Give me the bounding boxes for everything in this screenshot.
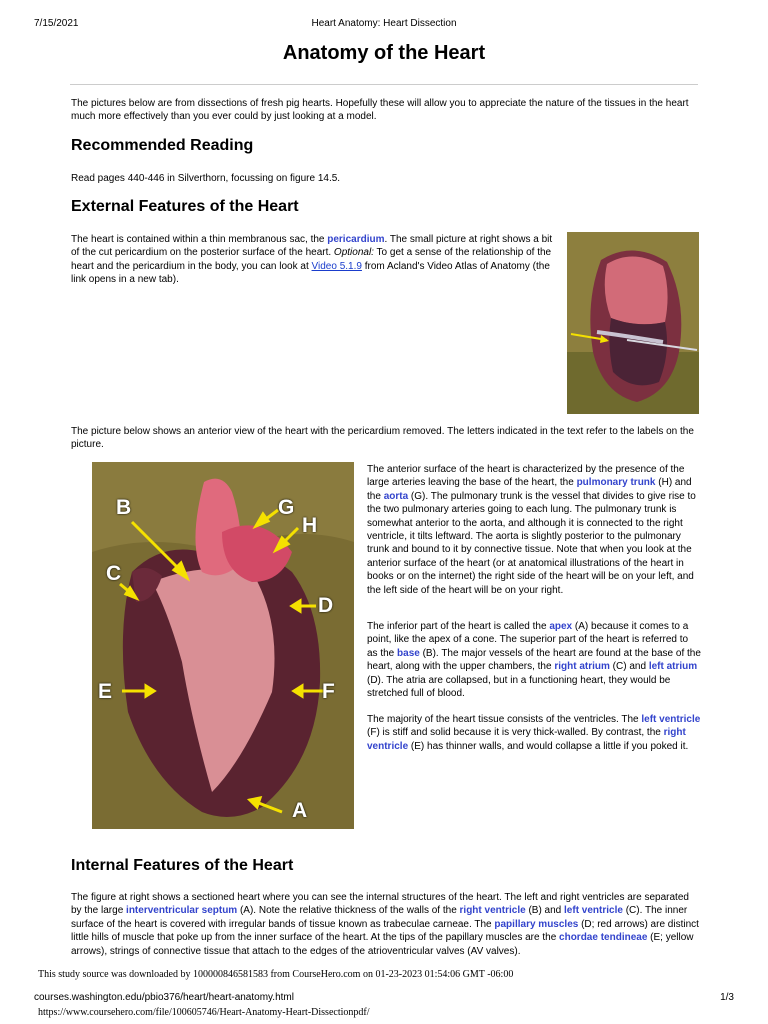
- anterior-heart-photo: [92, 462, 354, 829]
- pericardium-paragraph: The heart is contained within a thin membranous sac, the pericardium. The small picture at right shows a bit of the cut pericardium on the posterior surface of the heart. Optional: To get a sense of the relationship of the heart and the pericardium in the body, you can look at Video 5.1.9 from Acland's Video Atlas of Anatomy (the link opens in a new tab).: [71, 234, 553, 286]
- term-aorta[interactable]: aorta: [383, 490, 409, 502]
- term-right-atrium[interactable]: right atrium: [554, 661, 610, 673]
- title-divider: [70, 84, 698, 85]
- term-left-atrium[interactable]: left atrium: [648, 661, 698, 673]
- term-left-ventricle-internal[interactable]: left ventricle: [564, 905, 623, 917]
- label-f: F: [322, 680, 335, 703]
- label-g: G: [278, 496, 295, 519]
- label-a: A: [292, 799, 308, 822]
- footer-url[interactable]: courses.washington.edu/pbio376/heart/heart-anatomy.html: [34, 992, 294, 1003]
- anterior-intro-paragraph: The picture below shows an anterior view of the heart with the pericardium removed. The letters indicated in the text refer to the labels on the picture.: [71, 426, 694, 451]
- anterior-surface-paragraph: The anterior surface of the heart is characterized by the presence of the large arteries leaving the base of the heart, the pulmonary trunk (H) and the aorta (G). The pulmonary trunk is the vessel that divides to give rise to the two pulmonary arteries going to each lung. The pulmonary trunk is somewhat anterior to the aorta, and although it is connected to the right ventricle, it tilts leftward. The aorta is slightly posterior to the pulmonary trunk and bound to it by connective tissue. Note that when you look at the anterior surface of the heart (or at anatomical illustrations of the heart in books or on the internet) the right side of the heart will be on your left, and the left side of the heart will be on your right.: [367, 464, 696, 596]
- internal-heading: Internal Features of the Heart: [71, 857, 294, 874]
- footer-page-number: 1/3: [720, 992, 734, 1003]
- label-h: H: [302, 514, 318, 537]
- term-chordae-tendineae[interactable]: chordae tendineae: [559, 932, 648, 944]
- label-d: D: [318, 594, 334, 617]
- page-title: Anatomy of the Heart: [282, 42, 486, 64]
- term-apex[interactable]: apex: [549, 621, 573, 632]
- external-heading: External Features of the Heart: [71, 198, 299, 215]
- source-url[interactable]: https://www.coursehero.com/file/100605746/Heart-Anatomy-Heart-Dissectionpdf/: [38, 1007, 370, 1018]
- reading-text: Read pages 440-446 in Silverthorn, focussing on figure 14.5.: [71, 173, 341, 184]
- ventricles-paragraph: The majority of the heart tissue consists of the ventricles. The left ventricle (F) is stiff and solid because it is very thick-walled. By contrast, the right ventricle (E) has thinner walls, and would collapse a little if you poked it.: [367, 714, 701, 752]
- pericardium-photo: [567, 232, 699, 414]
- intro-paragraph: The pictures below are from dissections of fresh pig hearts. Hopefully these will allow you to appreciate the nature of the tissues in the heart much more effectively than you ever could by just looking at a model.: [71, 98, 689, 123]
- term-papillary-muscles[interactable]: papillary muscles: [494, 918, 579, 930]
- term-interventricular-septum[interactable]: interventricular septum: [126, 905, 238, 917]
- term-pulmonary-trunk[interactable]: pulmonary trunk: [576, 477, 656, 489]
- apex-base-paragraph: The inferior part of the heart is called the apex (A) because it comes to a point, like the apex of a cone. The superior part of the heart is referred to as the base (B). The major vessels of the heart are found at the base of the heart, along with the upper chambers, the right atrium (C) and left atrium (D). The atria are collapsed, but in a functioning heart, they would be stretched full of blood.: [367, 621, 701, 700]
- term-left-ventricle[interactable]: left ventricle: [641, 714, 701, 725]
- term-right-ventricle-internal[interactable]: right ventricle: [459, 905, 526, 917]
- reading-heading: Recommended Reading: [71, 137, 254, 154]
- term-pericardium[interactable]: pericardium: [327, 234, 385, 245]
- video-link[interactable]: Video 5.1.9: [311, 260, 362, 272]
- print-doc-title: Heart Anatomy: Heart Dissection: [311, 18, 457, 29]
- internal-paragraph: The figure at right shows a sectioned heart where you can see the internal structures of the heart. The left and right ventricles are separated by the large interventricular septum (A). Note the relative thickness of the walls of the right ventricle (B) and left ventricle (C). The inner surface of the heart is covered with irregular bands of tissue known as trabeculae carneae. The papillary muscles (D; red arrows) are distinct little hills of muscle that poke up from the inner surface of the heart. At the tips of the papillary muscles are the chordae tendineae (E; yellow arrows), strings of connective tissue that attach to the edges of the atrioventricular valves (AV valves).: [71, 892, 699, 957]
- study-source-notice: This study source was downloaded by 100000846581583 from CourseHero.com on 01-23-2023 01:54:06 GMT -06:00: [38, 969, 514, 980]
- term-base[interactable]: base: [397, 647, 420, 659]
- print-date: 7/15/2021: [34, 18, 79, 29]
- term-right-ventricle[interactable]: right ventricle: [367, 727, 686, 752]
- label-c: C: [106, 562, 122, 585]
- label-b: B: [116, 496, 132, 519]
- label-e: E: [98, 680, 113, 703]
